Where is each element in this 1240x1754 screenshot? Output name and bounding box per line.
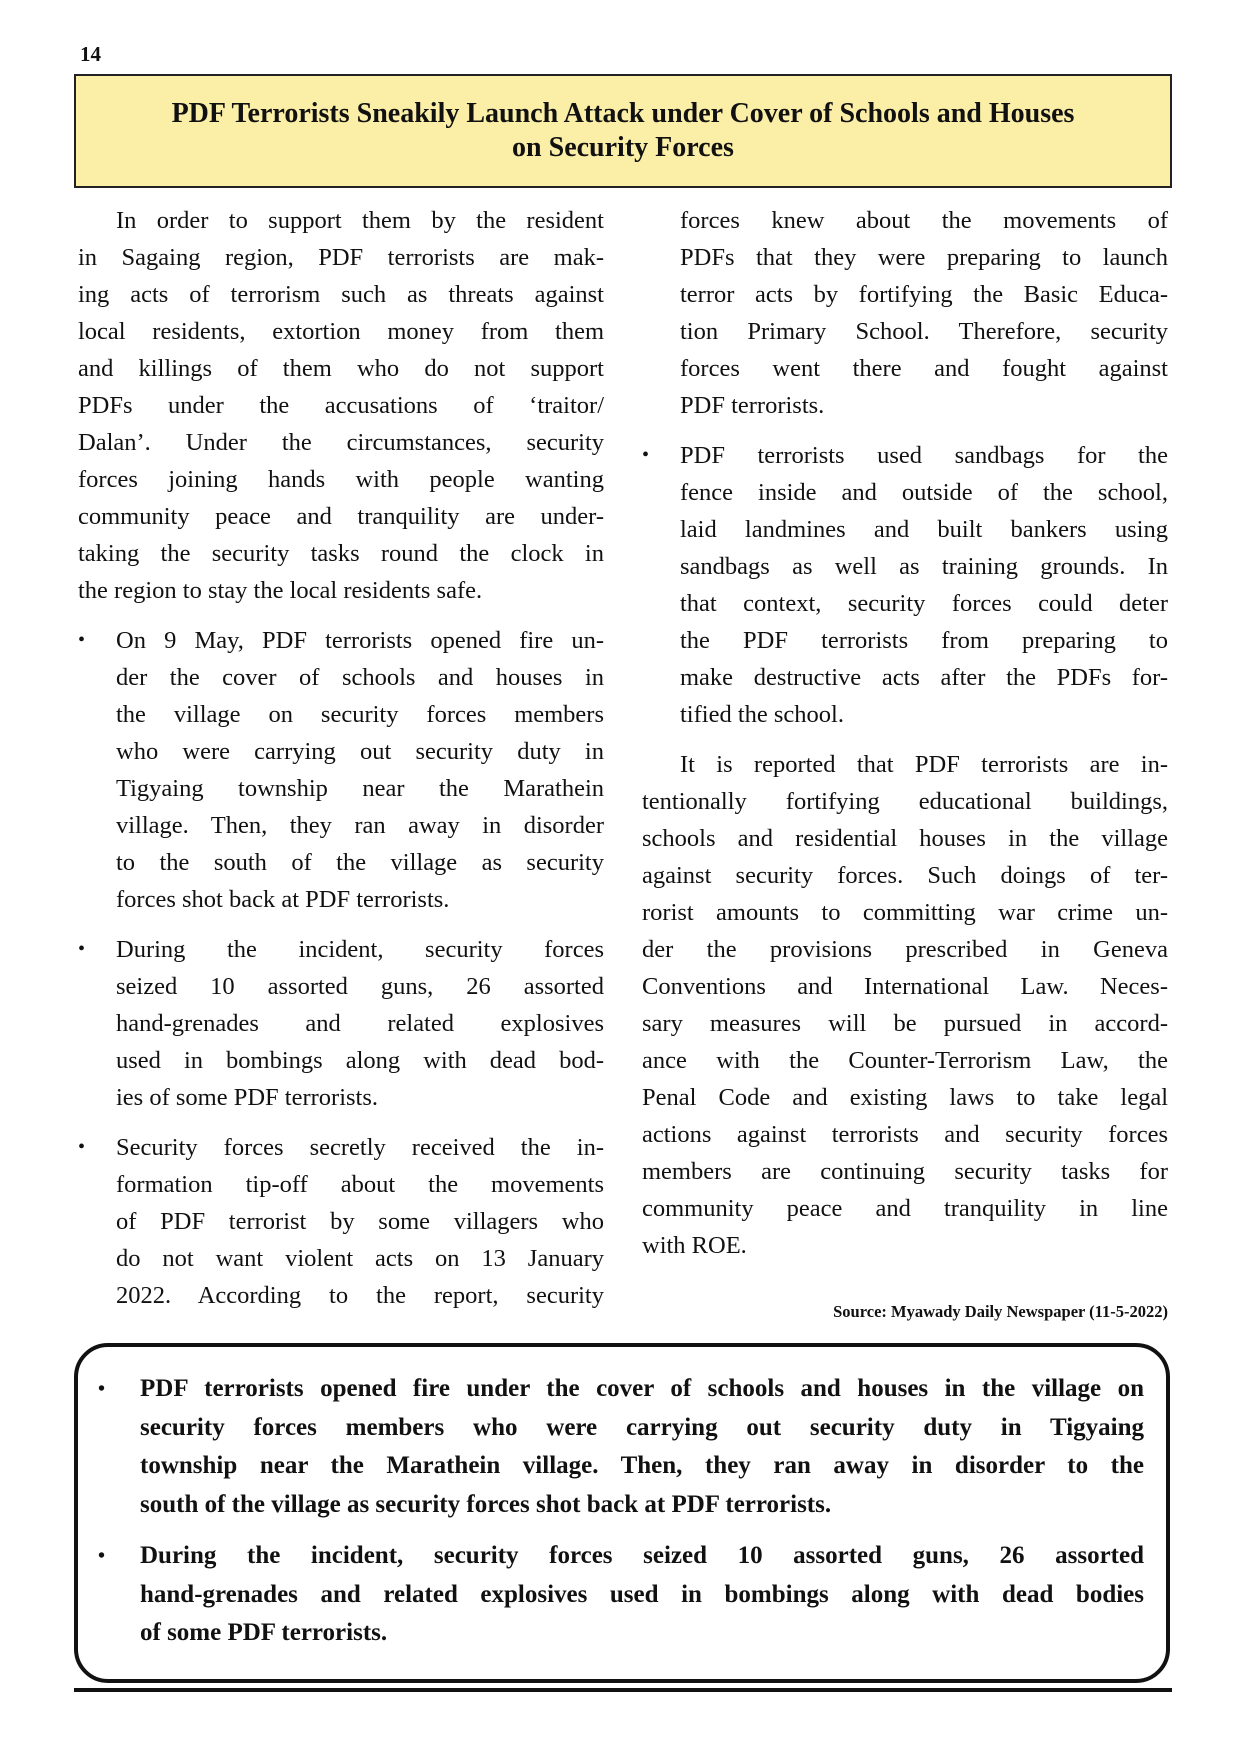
intro-paragraph	[78, 202, 604, 609]
paragraph-line: who were carrying out security duty in	[116, 738, 604, 765]
paragraph-line: seized 10 assorted guns, 26 assorted	[116, 973, 604, 1000]
summary-box	[74, 1343, 1170, 1683]
bullet-icon: •	[78, 1136, 86, 1158]
paragraph-line: 2022. According to the report, security	[116, 1282, 604, 1309]
paragraph-line: the PDF terrorists from preparing to	[680, 627, 1168, 654]
right-column	[642, 202, 1168, 1264]
paragraph-line: It is reported that PDF terrorists are in-	[680, 751, 1168, 778]
paragraph-line: forces knew about the movements of	[680, 207, 1168, 234]
bullet-item	[78, 931, 604, 1116]
closing-paragraph	[642, 746, 1168, 1264]
paragraph-line: During the incident, security forces	[116, 936, 604, 963]
bottom-rule	[74, 1688, 1172, 1692]
bullet-item	[78, 622, 604, 918]
summary-line: PDF terrorists opened fire under the cover of schools and houses in the village on	[140, 1375, 1144, 1402]
paragraph-line: actions against terrorists and security forces	[642, 1121, 1168, 1148]
paragraph-line: forces joining hands with people wanting	[78, 466, 604, 493]
paragraph-line: forces shot back at PDF terrorists.	[116, 886, 450, 913]
paragraph-line: terror acts by fortifying the Basic Educa-	[680, 281, 1168, 308]
summary-item	[98, 1370, 1144, 1524]
paragraph-line: in Sagaing region, PDF terrorists are mak-	[78, 244, 604, 271]
paragraph-line: laid landmines and built bankers using	[680, 516, 1168, 543]
paragraph-line: hand-grenades and related explosives	[116, 1010, 604, 1037]
bullet-icon: •	[98, 1378, 106, 1400]
paragraph-line: that context, security forces could deter	[680, 590, 1168, 617]
paragraph-line: and killings of them who do not support	[78, 355, 604, 382]
paragraph-line: to the south of the village as security	[116, 849, 604, 876]
paragraph-line: forces went there and fought against	[680, 355, 1168, 382]
summary-line: of some PDF terrorists.	[140, 1619, 388, 1646]
paragraph-line: against security forces. Such doings of ter-	[642, 862, 1168, 889]
summary-list	[98, 1370, 1144, 1653]
paragraph-line: formation tip-off about the movements	[116, 1171, 604, 1198]
paragraph-line: On 9 May, PDF terrorists opened fire un-	[116, 627, 604, 654]
paragraph-line: fence inside and outside of the school,	[680, 479, 1168, 506]
paragraph-line: the region to stay the local residents safe.	[78, 577, 483, 604]
paragraph-line: do not want violent acts on 13 January	[116, 1245, 604, 1272]
bullet-item	[78, 1129, 604, 1314]
paragraph-line: der the provisions prescribed in Geneva	[642, 936, 1168, 963]
paragraph-line: the village on security forces members	[116, 701, 604, 728]
paragraph-line: Conventions and International Law. Neces-	[642, 973, 1168, 1000]
paragraph-line: Security forces secretly received the in-	[116, 1134, 604, 1161]
continued-paragraph	[642, 202, 1168, 424]
paragraph-line: community peace and tranquility are under-	[78, 503, 604, 530]
bullet-item	[642, 437, 1168, 733]
paragraph-line: ing acts of terrorism such as threats against	[78, 281, 604, 308]
paragraph-line: make destructive acts after the PDFs for-	[680, 664, 1168, 691]
paragraph-line: Penal Code and existing laws to take legal	[642, 1084, 1168, 1111]
paragraph-line: PDF terrorists used sandbags for the	[680, 442, 1168, 469]
bullet-icon: •	[642, 444, 650, 466]
article-title-box	[74, 74, 1172, 188]
left-bullet-list	[78, 622, 604, 1314]
paragraph-line: tion Primary School. Therefore, security	[680, 318, 1168, 345]
paragraph-line: of PDF terrorist by some villagers who	[116, 1208, 604, 1235]
article-title-line-1: PDF Terrorists Sneakily Launch Attack under Cover of Schools and Houses	[171, 98, 1075, 129]
paragraph-line: village. Then, they ran away in disorder	[116, 812, 604, 839]
paragraph-line: rorist amounts to committing war crime un-	[642, 899, 1168, 926]
summary-line: township near the Marathein village. Then, they ran away in disorder to the	[140, 1452, 1144, 1479]
paragraph-line: Dalan’. Under the circumstances, security	[78, 429, 604, 456]
right-bullet-list	[642, 437, 1168, 733]
paragraph-line: ies of some PDF terrorists.	[116, 1084, 378, 1111]
bullet-icon: •	[98, 1545, 106, 1567]
source-credit: Source: Myawady Daily Newspaper (11-5-2022)	[833, 1302, 1168, 1321]
paragraph-line: schools and residential houses in the village	[642, 825, 1168, 852]
paragraph-line: PDF terrorists.	[680, 392, 825, 419]
summary-line: During the incident, security forces seized 10 assorted guns, 26 assorted	[140, 1542, 1144, 1569]
paragraph-line: community peace and tranquility in line	[642, 1195, 1168, 1222]
summary-item	[98, 1537, 1144, 1653]
paragraph-line: PDFs that they were preparing to launch	[680, 244, 1168, 271]
bullet-icon: •	[78, 938, 86, 960]
summary-line: security forces members who were carrying out security duty in Tigyaing	[140, 1413, 1144, 1441]
left-column	[78, 202, 604, 1314]
paragraph-line: taking the security tasks round the clock in	[78, 540, 604, 567]
summary-line: south of the village as security forces shot back at PDF terrorists.	[140, 1490, 832, 1518]
paragraph-line: tified the school.	[680, 701, 844, 728]
paragraph-line: with ROE.	[642, 1232, 747, 1259]
paragraph-line: In order to support them by the resident	[116, 207, 604, 234]
paragraph-line: local residents, extortion money from them	[78, 318, 604, 345]
paragraph-line: tentionally fortifying educational buildings,	[642, 788, 1168, 815]
paragraph-line: ance with the Counter-Terrorism Law, the	[642, 1047, 1168, 1074]
paragraph-line: sary measures will be pursued in accord-	[642, 1010, 1168, 1037]
summary-line: hand-grenades and related explosives used in bombings along with dead bodies	[140, 1580, 1144, 1608]
paragraph-line: members are continuing security tasks for	[642, 1158, 1168, 1185]
bullet-icon: •	[78, 629, 86, 651]
page-number: 14	[80, 42, 101, 66]
article-title-line-2: on Security Forces	[512, 132, 734, 163]
paragraph-line: Tigyaing township near the Marathein	[116, 775, 604, 802]
paragraph-line: used in bombings along with dead bod-	[116, 1047, 604, 1074]
paragraph-line: PDFs under the accusations of ‘traitor/	[78, 392, 604, 419]
paragraph-line: der the cover of schools and houses in	[116, 664, 604, 691]
paragraph-line: sandbags as well as training grounds. In	[680, 553, 1168, 580]
